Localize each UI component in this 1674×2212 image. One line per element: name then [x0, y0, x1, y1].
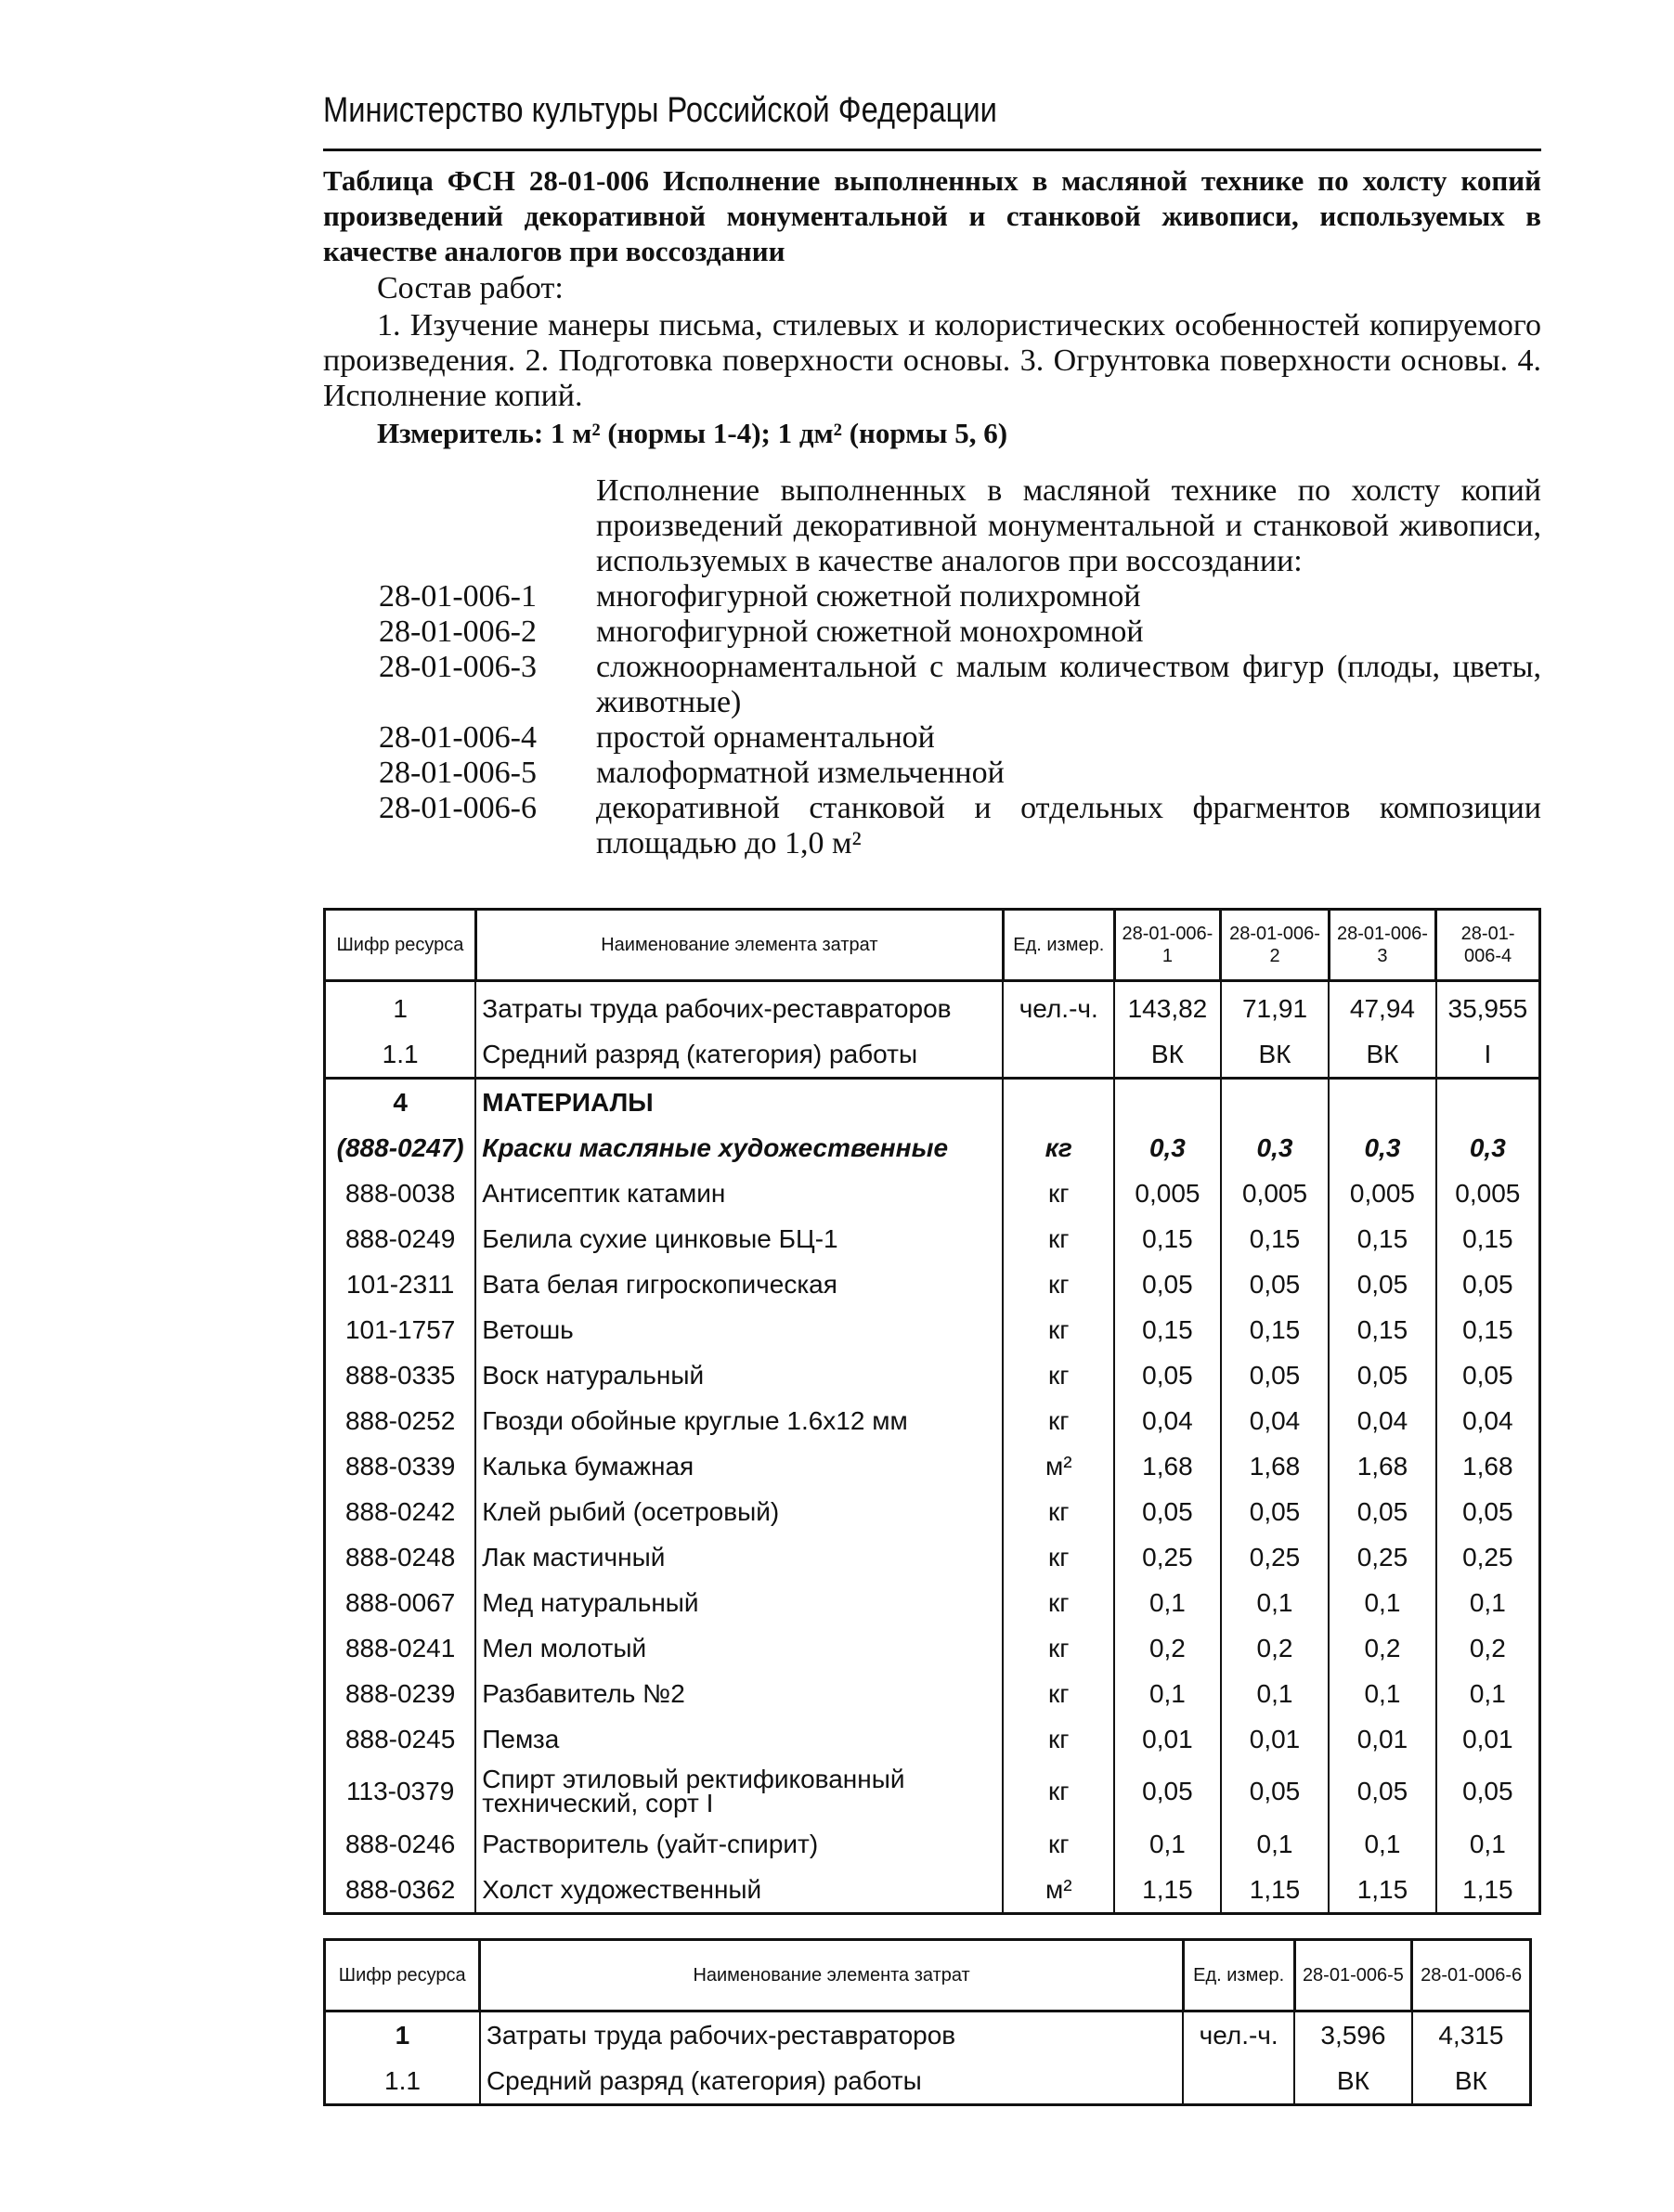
norm-value: 3,596 [1294, 2011, 1412, 2059]
norm-value: 0,2 [1436, 1625, 1540, 1671]
norm-value: 0,05 [1221, 1261, 1329, 1307]
cost-element-name: Пемза [475, 1716, 1003, 1762]
cost-element-name: Затраты труда рабочих-реставраторов [475, 981, 1003, 1032]
resource-code: 888-0248 [325, 1534, 476, 1580]
norm-value: 0,05 [1114, 1352, 1221, 1398]
resource-code: 888-0239 [325, 1671, 476, 1716]
unit: кг [1003, 1171, 1114, 1216]
norm-value: 0,15 [1114, 1307, 1221, 1352]
norm-value: 0,01 [1114, 1716, 1221, 1762]
norm-value: 0,15 [1436, 1216, 1540, 1261]
table-row [325, 1443, 1540, 1489]
table-row [325, 2011, 1531, 2059]
cost-element-name: Разбавитель №2 [475, 1671, 1003, 1716]
unit: кг [1003, 1580, 1114, 1625]
norm-desc: простой орнаментальной [596, 720, 935, 755]
norm-value: 0,005 [1436, 1171, 1540, 1216]
norm-value: 0,05 [1329, 1352, 1435, 1398]
norm-code: 28-01-006-2 [379, 614, 537, 649]
resource-code: 1.1 [325, 2058, 480, 2105]
norm-value: 0,05 [1436, 1352, 1540, 1398]
norm-value: 0,15 [1221, 1216, 1329, 1261]
norm-value: 0,3 [1221, 1125, 1329, 1171]
norm-value: 0,05 [1436, 1489, 1540, 1534]
unit: кг [1003, 1125, 1114, 1171]
resource-code: 1.1 [325, 1031, 476, 1079]
norm-value: 0,005 [1221, 1171, 1329, 1216]
norm-value: 0,15 [1329, 1307, 1435, 1352]
resource-code: 888-0252 [325, 1398, 476, 1443]
unit: кг [1003, 1762, 1114, 1821]
norm-value: 0,05 [1114, 1762, 1221, 1821]
norm-value: 0,005 [1329, 1171, 1435, 1216]
resource-code: (888-0247) [325, 1125, 476, 1171]
unit: м² [1003, 1867, 1114, 1914]
resource-code: 4 [325, 1079, 476, 1126]
norm-value: 0,01 [1221, 1716, 1329, 1762]
norm-value: 0,05 [1221, 1762, 1329, 1821]
table-title: Таблица ФСН 28-01-006 Исполнение выполненных в масляной технике по холсту копий произведений декоративной монументальной и станковой живописи, используемых в качестве аналогов при воссоздании [323, 164, 1541, 267]
unit: кг [1003, 1352, 1114, 1398]
column-header: Ед. измер. [1183, 1940, 1294, 2011]
norm-value: 0,05 [1436, 1762, 1540, 1821]
norm-value: 0,2 [1114, 1625, 1221, 1671]
resource-code: 101-1757 [325, 1307, 476, 1352]
norm-value: 0,005 [1114, 1171, 1221, 1216]
norm-value: 0,1 [1436, 1821, 1540, 1867]
resource-code: 888-0339 [325, 1443, 476, 1489]
column-header: 28-01-006-1 [1114, 910, 1221, 981]
norm-value: 1,15 [1221, 1867, 1329, 1914]
norm-value: ВК [1412, 2058, 1531, 2105]
column-header: Ед. измер. [1003, 910, 1114, 981]
table-row [325, 1534, 1540, 1580]
resources-table-1 [323, 908, 1541, 1915]
norm-value: 0,3 [1114, 1125, 1221, 1171]
table-row [325, 1125, 1540, 1171]
norm-value: 1,68 [1436, 1443, 1540, 1489]
norm-value: I [1436, 1031, 1540, 1079]
column-header: Наименование элемента затрат [480, 1940, 1183, 2011]
resource-code: 888-0249 [325, 1216, 476, 1261]
norm-value: 0,05 [1329, 1261, 1435, 1307]
unit: кг [1003, 1716, 1114, 1762]
norm-value: 0,05 [1114, 1261, 1221, 1307]
norm-value: 0,05 [1221, 1352, 1329, 1398]
norm-desc: декоративной станковой и отдельных фрагментов композиции площадью до 1,0 м² [596, 791, 1541, 860]
table-row [325, 2058, 1531, 2105]
table-row [325, 1079, 1540, 1126]
norm-desc: многофигурной сюжетной полихромной [596, 579, 1141, 614]
norm-value: 0,04 [1329, 1398, 1435, 1443]
norm-item [323, 579, 1541, 614]
norm-value: 0,25 [1221, 1534, 1329, 1580]
table-row [325, 1625, 1540, 1671]
norm-value: 0,1 [1221, 1671, 1329, 1716]
meter: Измеритель: 1 м² (нормы 1-4); 1 дм² (нормы 5, 6) [377, 417, 1008, 449]
cost-element-name: Мед натуральный [475, 1580, 1003, 1625]
norm-value [1221, 1079, 1329, 1126]
norm-value: 143,82 [1114, 981, 1221, 1032]
norm-value: 0,3 [1329, 1125, 1435, 1171]
column-header: 28-01-006-3 [1329, 910, 1435, 981]
norm-value: 0,01 [1436, 1716, 1540, 1762]
unit [1003, 1031, 1114, 1079]
unit: кг [1003, 1307, 1114, 1352]
norm-item [323, 650, 1541, 720]
norm-item [323, 791, 1541, 861]
composition-text: 1. Изучение манеры письма, стилевых и колористических особенностей копируемого произведения. 2. Подготовка поверхности основы. 3. Огрунтовка поверхности основы. 4. Исполнение копий. [323, 308, 1541, 413]
resource-code: 888-0241 [325, 1625, 476, 1671]
norm-value: 0,2 [1221, 1625, 1329, 1671]
norm-value: 0,04 [1436, 1398, 1540, 1443]
norm-value: 71,91 [1221, 981, 1329, 1032]
resource-code: 888-0067 [325, 1580, 476, 1625]
norm-value: 1,15 [1329, 1867, 1435, 1914]
column-header: 28-01-006-2 [1221, 910, 1329, 981]
ministry-header: Министерство культуры Российской Федерации [323, 91, 997, 130]
norm-value: 35,955 [1436, 981, 1540, 1032]
cost-element-name: Ветошь [475, 1307, 1003, 1352]
unit: кг [1003, 1261, 1114, 1307]
resource-code: 888-0362 [325, 1867, 476, 1914]
cost-element-name: Гвозди обойные круглые 1.6х12 мм [475, 1398, 1003, 1443]
resource-code: 1 [325, 981, 476, 1032]
norm-value: 4,315 [1412, 2011, 1531, 2059]
norm-value: 0,05 [1436, 1261, 1540, 1307]
norm-value: 0,15 [1436, 1307, 1540, 1352]
norm-value: 47,94 [1329, 981, 1435, 1032]
column-header: Шифр ресурса [325, 1940, 480, 2011]
table-row [325, 1031, 1540, 1079]
norm-value: 0,1 [1329, 1821, 1435, 1867]
resource-code: 888-0335 [325, 1352, 476, 1398]
norm-desc: сложноорнаментальной с малым количеством фигур (плоды, цветы, животные) [596, 650, 1541, 719]
unit [1183, 2058, 1294, 2105]
composition-label: Состав работ: [377, 271, 564, 305]
table-row [325, 981, 1540, 1032]
unit: кг [1003, 1398, 1114, 1443]
unit: кг [1003, 1489, 1114, 1534]
table-row [325, 1398, 1540, 1443]
norm-value: 0,04 [1221, 1398, 1329, 1443]
norm-desc: многофигурной сюжетной монохромной [596, 614, 1144, 649]
norm-value: 0,1 [1221, 1580, 1329, 1625]
table-row [325, 1762, 1540, 1821]
norm-value: ВК [1294, 2058, 1412, 2105]
norm-value: 0,15 [1221, 1307, 1329, 1352]
table-row [325, 1216, 1540, 1261]
norm-value: 1,68 [1329, 1443, 1435, 1489]
cost-element-name: Краски масляные художественные [475, 1125, 1003, 1171]
norm-value: ВК [1221, 1031, 1329, 1079]
norm-value [1114, 1079, 1221, 1126]
norms-intro: Исполнение выполненных в масляной технике по холсту копий произведений декоративной монументальной и станковой живописи, используемых в качестве аналогов при воссоздании: [596, 473, 1541, 578]
norm-value: 0,3 [1436, 1125, 1540, 1171]
unit: кг [1003, 1534, 1114, 1580]
cost-element-name: Лак мастичный [475, 1534, 1003, 1580]
column-header: Наименование элемента затрат [475, 910, 1003, 981]
column-header: 28-01-006-6 [1412, 1940, 1531, 2011]
norm-value [1436, 1079, 1540, 1126]
norm-value: ВК [1329, 1031, 1435, 1079]
cost-element-name: Средний разряд (категория) работы [480, 2058, 1183, 2105]
norm-item [323, 614, 1541, 650]
norm-item [323, 720, 1541, 756]
norm-code: 28-01-006-6 [379, 791, 537, 825]
norm-value: 0,01 [1329, 1716, 1435, 1762]
table-row [325, 1580, 1540, 1625]
table-row [325, 1716, 1540, 1762]
cost-element-name: Затраты труда рабочих-реставраторов [480, 2011, 1183, 2059]
norm-value: 0,05 [1329, 1489, 1435, 1534]
table-row [325, 1171, 1540, 1216]
unit: кг [1003, 1671, 1114, 1716]
cost-element-name: Спирт этиловый ректификованный технический, сорт I [475, 1762, 1003, 1821]
norm-value: 0,04 [1114, 1398, 1221, 1443]
norm-value: 0,1 [1436, 1671, 1540, 1716]
resource-code: 101-2311 [325, 1261, 476, 1307]
norm-value: 1,15 [1114, 1867, 1221, 1914]
norm-item [323, 756, 1541, 791]
cost-element-name: Воск натуральный [475, 1352, 1003, 1398]
norm-value: 0,25 [1436, 1534, 1540, 1580]
table-row [325, 1489, 1540, 1534]
cost-element-name: Клей рыбий (осетровый) [475, 1489, 1003, 1534]
unit [1003, 1079, 1114, 1126]
cost-element-name: Вата белая гигроскопическая [475, 1261, 1003, 1307]
resource-code: 888-0038 [325, 1171, 476, 1216]
norm-value: 0,1 [1329, 1671, 1435, 1716]
cost-element-name: МАТЕРИАЛЫ [475, 1079, 1003, 1126]
norm-value: 0,1 [1221, 1821, 1329, 1867]
column-header: 28-01-006-5 [1294, 1940, 1412, 2011]
unit: кг [1003, 1216, 1114, 1261]
cost-element-name: Средний разряд (категория) работы [475, 1031, 1003, 1079]
norm-desc: малоформатной измельченной [596, 756, 1005, 790]
norm-value [1329, 1079, 1435, 1126]
norm-code: 28-01-006-3 [379, 650, 537, 684]
cost-element-name: Мел молотый [475, 1625, 1003, 1671]
norm-value: ВК [1114, 1031, 1221, 1079]
resource-code: 888-0242 [325, 1489, 476, 1534]
cost-element-name: Растворитель (уайт-спирит) [475, 1821, 1003, 1867]
norm-value: 1,68 [1221, 1443, 1329, 1489]
norm-value: 0,15 [1329, 1216, 1435, 1261]
column-header: 28-01-006-4 [1436, 910, 1540, 981]
unit: м² [1003, 1443, 1114, 1489]
table-row [325, 1352, 1540, 1398]
header-divider [323, 149, 1541, 151]
norms-list [323, 473, 1541, 861]
unit: чел.-ч. [1183, 2011, 1294, 2059]
norm-code: 28-01-006-1 [379, 579, 537, 614]
table-row [325, 1867, 1540, 1914]
table-row [325, 1261, 1540, 1307]
unit: чел.-ч. [1003, 981, 1114, 1032]
norm-value: 0,1 [1114, 1671, 1221, 1716]
resource-code: 1 [325, 2011, 480, 2059]
norm-value: 0,05 [1221, 1489, 1329, 1534]
table-row [325, 1307, 1540, 1352]
norm-code: 28-01-006-4 [379, 720, 537, 755]
norm-value: 1,15 [1436, 1867, 1540, 1914]
resources-table-2 [323, 1938, 1532, 2106]
table-row [325, 1821, 1540, 1867]
column-header: Шифр ресурса [325, 910, 476, 981]
norm-value: 0,1 [1436, 1580, 1540, 1625]
norm-code: 28-01-006-5 [379, 756, 537, 790]
norm-value: 0,1 [1114, 1821, 1221, 1867]
resource-code: 888-0245 [325, 1716, 476, 1762]
resource-code: 113-0379 [325, 1762, 476, 1821]
cost-element-name: Калька бумажная [475, 1443, 1003, 1489]
cost-element-name: Холст художественный [475, 1867, 1003, 1914]
norm-value: 0,25 [1329, 1534, 1435, 1580]
norm-value: 0,25 [1114, 1534, 1221, 1580]
norm-value: 1,68 [1114, 1443, 1221, 1489]
table-row [325, 1671, 1540, 1716]
norm-value: 0,05 [1329, 1762, 1435, 1821]
norm-value: 0,1 [1329, 1580, 1435, 1625]
unit: кг [1003, 1821, 1114, 1867]
norm-value: 0,2 [1329, 1625, 1435, 1671]
norm-value: 0,15 [1114, 1216, 1221, 1261]
cost-element-name: Антисептик катамин [475, 1171, 1003, 1216]
cost-element-name: Белила сухие цинковые БЦ-1 [475, 1216, 1003, 1261]
resource-code: 888-0246 [325, 1821, 476, 1867]
norm-value: 0,05 [1114, 1489, 1221, 1534]
unit: кг [1003, 1625, 1114, 1671]
norm-value: 0,1 [1114, 1580, 1221, 1625]
